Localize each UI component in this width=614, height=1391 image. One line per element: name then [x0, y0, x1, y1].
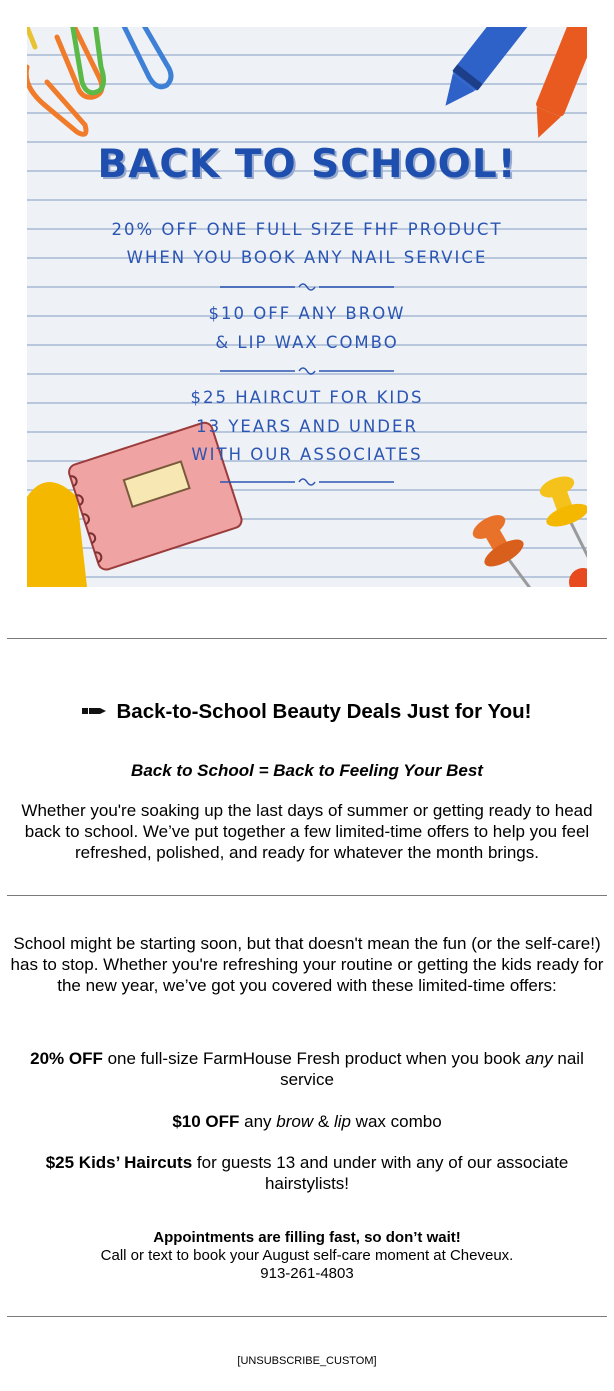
cta-headline: Appointments are filling fast, so don’t wait! [153, 1229, 461, 1246]
offer-italic: brow [276, 1112, 314, 1131]
cta-text: Call or text to book your August self-care moment at Cheveux. [100, 1247, 514, 1264]
banner-title: BACK TO SCHOOL! [97, 142, 517, 187]
offer-line: & LIP WAX COMBO [215, 333, 399, 352]
offer-bold: 20% OFF [30, 1049, 103, 1068]
divider [7, 638, 607, 639]
subheading: Back to School = Back to Feeling Your Best [131, 761, 483, 780]
body-paragraph: School might be starting soon, but that doesn't mean the fun (or the self-care!) has to stop. Whether you're refreshing your routine or getting the kids ready for the new year, we’ve got you covered with these limited-time offers: [10, 934, 604, 995]
ornament-divider [220, 366, 394, 376]
pencil-icon [82, 706, 106, 716]
offer-line: 13 YEARS AND UNDER [196, 417, 418, 436]
offer-bold: $25 Kids’ Haircuts [45, 1153, 193, 1172]
divider [7, 1316, 607, 1317]
unsubscribe-link[interactable]: [UNSUBSCRIBE_CUSTOM] [237, 1355, 377, 1367]
phone-number[interactable]: 913-261-4803 [260, 1265, 354, 1282]
offer-text: wax combo [350, 1112, 442, 1131]
call-to-action [10, 1229, 604, 1283]
offer-text: & [313, 1112, 334, 1131]
ornament-divider [220, 477, 394, 487]
offer-item [10, 1048, 604, 1090]
push-pin-icon [465, 471, 587, 587]
offer-italic: lip [333, 1112, 351, 1131]
offer-text: any [239, 1112, 277, 1131]
offer-item [10, 1152, 604, 1194]
offer-text: nail service [280, 1049, 584, 1089]
offer-text: one full-size FarmHouse Fresh product when you book [102, 1049, 526, 1068]
crayon-icon [433, 27, 587, 143]
offer-text: for guests 13 and under with any of our associate hairstylists! [192, 1153, 569, 1193]
section-heading-text: Back-to-School Beauty Deals Just for You! [116, 700, 532, 723]
offer-item [10, 1111, 604, 1132]
offer-bold: $10 OFF [172, 1112, 240, 1131]
offer-italic: any [525, 1049, 553, 1068]
back-to-school-banner [27, 27, 587, 587]
offer-line: $10 OFF ANY BROW [208, 304, 406, 323]
divider [7, 895, 607, 896]
offer-line: 20% OFF ONE FULL SIZE FHF PRODUCT [111, 220, 503, 239]
offer-line: $25 HAIRCUT FOR KIDS [190, 388, 424, 407]
intro-paragraph: Whether you're soaking up the last days of summer or getting ready to head back to school. We’ve put together a few limited-time offers to help you feel refreshed, polished, and ready for whatever the month brings. [21, 801, 593, 862]
ornament-divider [220, 282, 394, 292]
offer-line: WITH OUR ASSOCIATES [191, 445, 423, 464]
paper-clip-icon [27, 27, 171, 134]
offer-line: WHEN YOU BOOK ANY NAIL SERVICE [126, 248, 488, 267]
section-heading [10, 701, 604, 722]
